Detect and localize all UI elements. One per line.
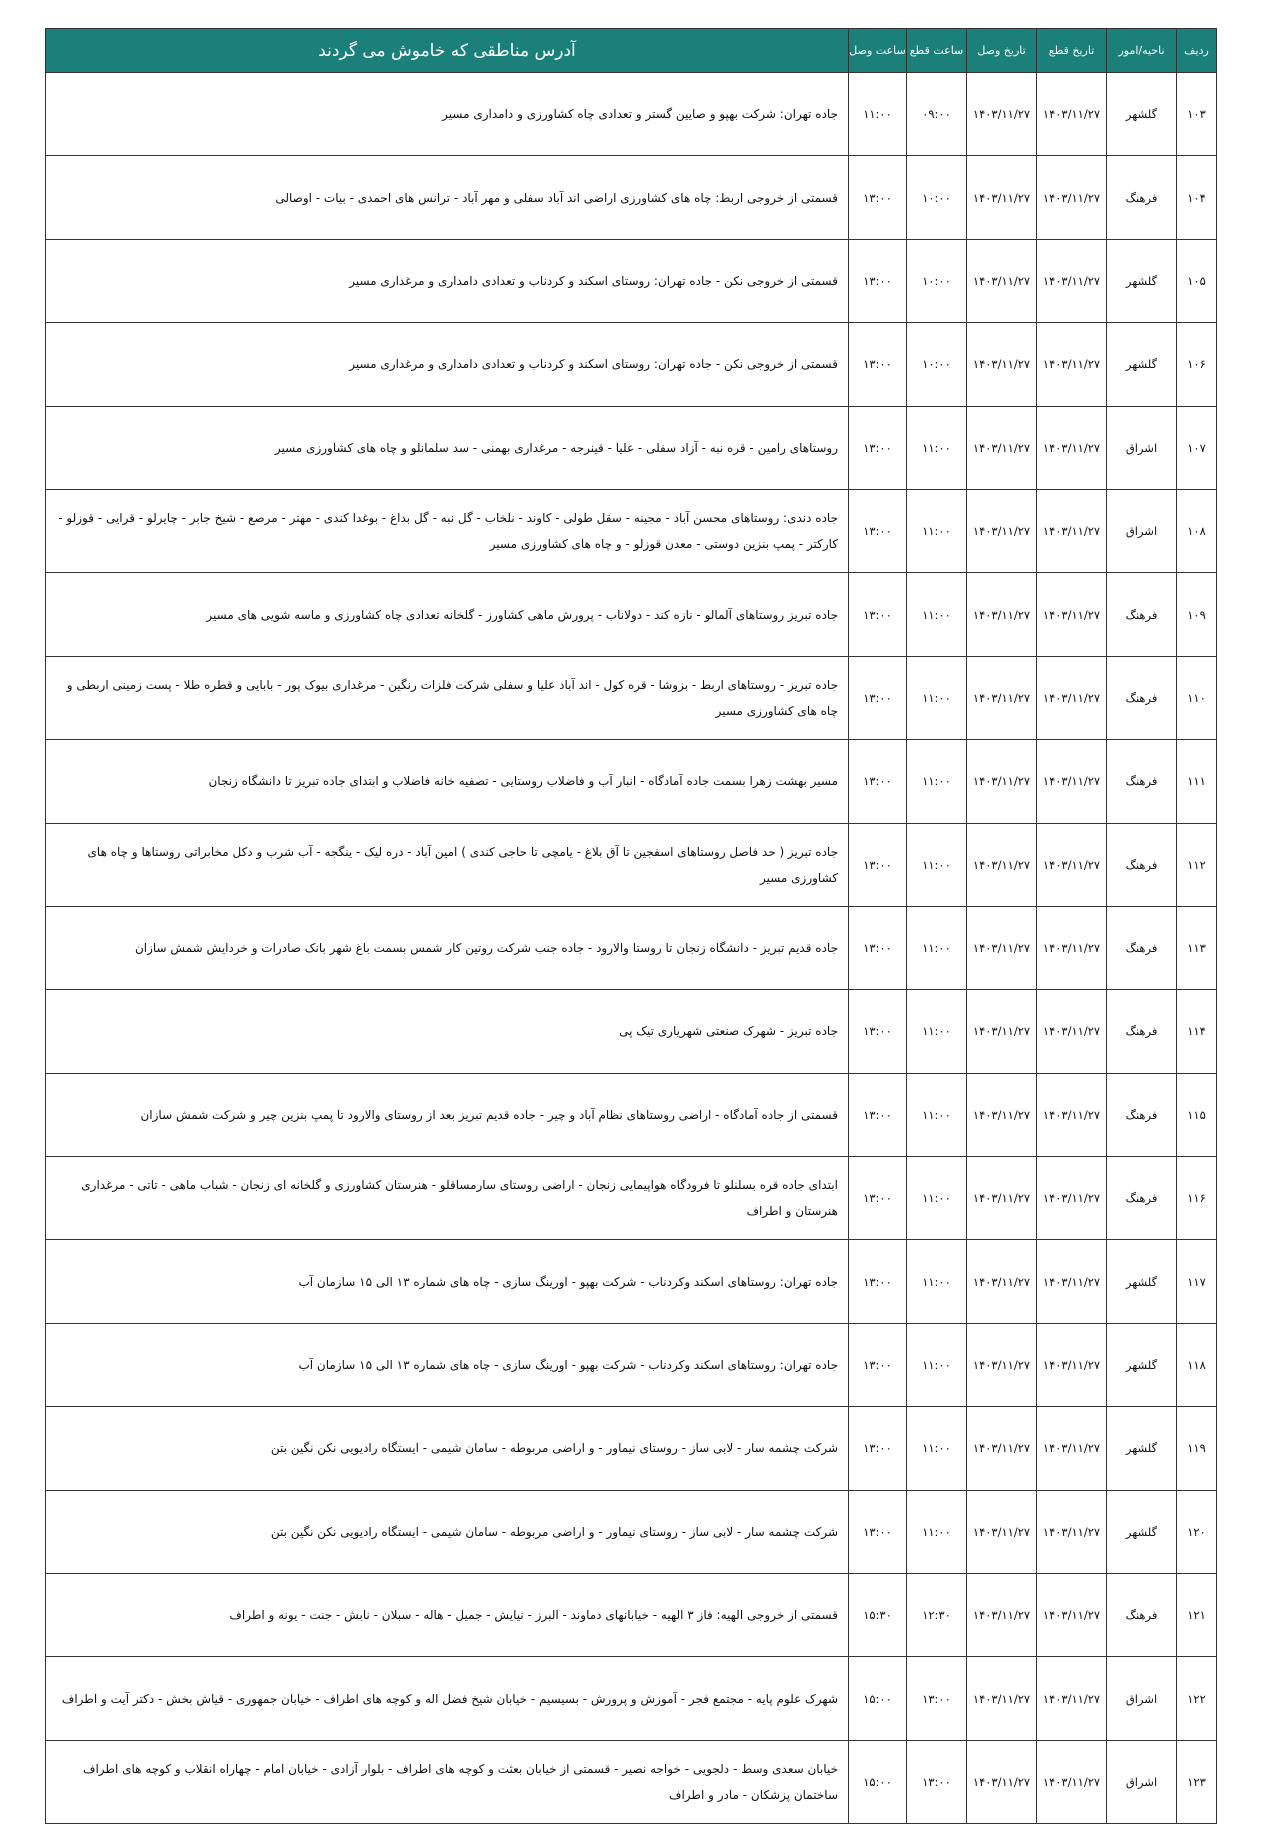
cell-row-number: ۱۲۳ [1177, 1740, 1217, 1823]
cell-connect-date: ۱۴۰۳/۱۱/۲۷ [967, 1323, 1037, 1406]
header-connect-date: تاریخ وصل [967, 29, 1037, 73]
header-area: ناحیه/امور [1107, 29, 1177, 73]
cell-row-number: ۱۰۸ [1177, 489, 1217, 572]
cell-cut-time: ۱۱:۰۰ [907, 823, 967, 906]
cell-cut-time: ۱۳:۰۰ [907, 1740, 967, 1823]
cell-address: جاده تبریز ( حد فاصل روستاهای اسفجین تا آق بلاغ - یامچی تا حاجی کندی ) امین آباد - دره لیک - ینگجه - آب شرب و دکل مخابراتی روستاها و چاه های کشاورزی مسیر [46, 823, 849, 906]
cell-area: اشراق [1107, 489, 1177, 572]
table-header [46, 29, 1217, 73]
cell-row-number: ۱۱۱ [1177, 740, 1217, 823]
cell-connect-time: ۱۳:۰۰ [849, 156, 907, 239]
header-connect-time: ساعت وصل [849, 29, 907, 73]
cell-address: جاده تهران: روستاهای اسکند وکردناب - شرکت بهپو - اورینگ سازی - چاه های شماره ۱۳ الی ۱۵ سازمان آب [46, 1323, 849, 1406]
table-row [46, 323, 1217, 406]
cell-area: گلشهر [1107, 1490, 1177, 1573]
cell-cut-date: ۱۴۰۳/۱۱/۲۷ [1037, 906, 1107, 989]
cell-cut-date: ۱۴۰۳/۱۱/۲۷ [1037, 656, 1107, 739]
cell-connect-date: ۱۴۰۳/۱۱/۲۷ [967, 489, 1037, 572]
outage-table [45, 28, 1217, 1824]
cell-connect-time: ۱۳:۰۰ [849, 489, 907, 572]
header-cut-date: تاریخ قطع [1037, 29, 1107, 73]
cell-connect-date: ۱۴۰۳/۱۱/۲۷ [967, 406, 1037, 489]
cell-row-number: ۱۰۹ [1177, 573, 1217, 656]
cell-row-number: ۱۲۰ [1177, 1490, 1217, 1573]
cell-address: جاده دندی: روستاهای محسن آباد - مجینه - سقل طولی - کاوند - نلخاب - گل نبه - گل بداغ - بوغدا کندی - مهتر - مرصع - شیخ جابر - چایرلو - قرایی - قوزلو - کارکتر - پمپ بنزین دوستی - معدن قوزلو - و چاه های کشاورزی مسیر [46, 489, 849, 572]
cell-connect-time: ۱۳:۰۰ [849, 406, 907, 489]
header-cut-time: ساعت قطع [907, 29, 967, 73]
cell-cut-date: ۱۴۰۳/۱۱/۲۷ [1037, 1407, 1107, 1490]
cell-area: گلشهر [1107, 73, 1177, 156]
cell-area: گلشهر [1107, 323, 1177, 406]
cell-cut-time: ۱۰:۰۰ [907, 239, 967, 322]
cell-connect-date: ۱۴۰۳/۱۱/۲۷ [967, 1657, 1037, 1740]
table-row [46, 1240, 1217, 1323]
cell-connect-time: ۱۳:۰۰ [849, 823, 907, 906]
cell-connect-time: ۱۳:۰۰ [849, 323, 907, 406]
table-row [46, 1574, 1217, 1657]
cell-cut-time: ۱۱:۰۰ [907, 1407, 967, 1490]
cell-cut-time: ۱۱:۰۰ [907, 656, 967, 739]
cell-connect-time: ۱۳:۰۰ [849, 1323, 907, 1406]
cell-connect-time: ۱۳:۰۰ [849, 906, 907, 989]
table-row [46, 156, 1217, 239]
cell-cut-time: ۱۱:۰۰ [907, 740, 967, 823]
cell-address: قسمتی از خروجی نکن - جاده تهران: روستای اسکند و کردناب و تعدادی دامداری و مرغداری مسیر [46, 239, 849, 322]
cell-cut-date: ۱۴۰۳/۱۱/۲۷ [1037, 156, 1107, 239]
cell-connect-time: ۱۳:۰۰ [849, 740, 907, 823]
cell-connect-time: ۱۵:۰۰ [849, 1657, 907, 1740]
cell-address: جاده تبریز روستاهای آلمالو - نازه کند - دولاناب - پرورش ماهی کشاورز - گلخانه تعدادی چاه کشاورزی و ماسه شویی های مسیر [46, 573, 849, 656]
cell-area: فرهنگ [1107, 906, 1177, 989]
cell-connect-date: ۱۴۰۳/۱۱/۲۷ [967, 1490, 1037, 1573]
cell-address: جاده تهران: شرکت بهپو و صایین گستر و تعدادی چاه کشاورزی و دامداری مسیر [46, 73, 849, 156]
cell-cut-date: ۱۴۰۳/۱۱/۲۷ [1037, 1157, 1107, 1240]
cell-row-number: ۱۱۴ [1177, 990, 1217, 1073]
table-row [46, 1740, 1217, 1823]
cell-cut-time: ۱۱:۰۰ [907, 1240, 967, 1323]
cell-row-number: ۱۲۱ [1177, 1574, 1217, 1657]
cell-cut-date: ۱۴۰۳/۱۱/۲۷ [1037, 1323, 1107, 1406]
cell-row-number: ۱۱۹ [1177, 1407, 1217, 1490]
cell-cut-date: ۱۴۰۳/۱۱/۲۷ [1037, 1490, 1107, 1573]
cell-cut-time: ۱۱:۰۰ [907, 906, 967, 989]
cell-connect-time: ۱۳:۰۰ [849, 990, 907, 1073]
cell-row-number: ۱۱۳ [1177, 906, 1217, 989]
table-row [46, 1323, 1217, 1406]
table-row [46, 1490, 1217, 1573]
cell-connect-time: ۱۳:۰۰ [849, 239, 907, 322]
cell-cut-date: ۱۴۰۳/۱۱/۲۷ [1037, 573, 1107, 656]
cell-cut-date: ۱۴۰۳/۱۱/۲۷ [1037, 1240, 1107, 1323]
cell-row-number: ۱۱۵ [1177, 1073, 1217, 1156]
cell-row-number: ۱۱۶ [1177, 1157, 1217, 1240]
cell-address: جاده تهران: روستاهای اسکند وکردناب - شرکت بهپو - اورینگ سازی - چاه های شماره ۱۳ الی ۱۵ سازمان آب [46, 1240, 849, 1323]
cell-connect-date: ۱۴۰۳/۱۱/۲۷ [967, 740, 1037, 823]
cell-connect-date: ۱۴۰۳/۱۱/۲۷ [967, 239, 1037, 322]
cell-row-number: ۱۲۲ [1177, 1657, 1217, 1740]
cell-cut-date: ۱۴۰۳/۱۱/۲۷ [1037, 1073, 1107, 1156]
cell-area: فرهنگ [1107, 156, 1177, 239]
cell-connect-time: ۱۳:۰۰ [849, 1240, 907, 1323]
cell-connect-time: ۱۱:۰۰ [849, 73, 907, 156]
cell-cut-date: ۱۴۰۳/۱۱/۲۷ [1037, 1657, 1107, 1740]
table-row [46, 73, 1217, 156]
cell-cut-date: ۱۴۰۳/۱۱/۲۷ [1037, 323, 1107, 406]
cell-cut-time: ۱۱:۰۰ [907, 1073, 967, 1156]
cell-cut-time: ۱۱:۰۰ [907, 1323, 967, 1406]
cell-connect-time: ۱۵:۳۰ [849, 1574, 907, 1657]
cell-row-number: ۱۰۳ [1177, 73, 1217, 156]
cell-connect-date: ۱۴۰۳/۱۱/۲۷ [967, 1574, 1037, 1657]
outage-schedule-sheet [45, 28, 1217, 1824]
cell-cut-date: ۱۴۰۳/۱۱/۲۷ [1037, 489, 1107, 572]
table-row [46, 406, 1217, 489]
cell-address: شرکت چشمه سار - لابی ساز - روستای نیماور - و اراضی مربوطه - سامان شیمی - ایستگاه رادیویی نکن نگین بتن [46, 1407, 849, 1490]
cell-address: شرکت چشمه سار - لابی ساز - روستای نیماور - و اراضی مربوطه - سامان شیمی - ایستگاه رادیویی نکن نگین بتن [46, 1490, 849, 1573]
table-row [46, 1073, 1217, 1156]
cell-area: فرهنگ [1107, 573, 1177, 656]
cell-cut-date: ۱۴۰۳/۱۱/۲۷ [1037, 1574, 1107, 1657]
cell-row-number: ۱۰۴ [1177, 156, 1217, 239]
cell-cut-time: ۱۲:۳۰ [907, 1574, 967, 1657]
cell-area: گلشهر [1107, 1323, 1177, 1406]
table-row [46, 740, 1217, 823]
cell-address: قسمتی از خروجی الهیه: فاز ۳ الهیه - خیابانهای دماوند - البرز - نیایش - جمیل - هاله - سبلان - نابش - جنت - یونه و اطراف [46, 1574, 849, 1657]
cell-connect-date: ۱۴۰۳/۱۱/۲۷ [967, 656, 1037, 739]
cell-connect-date: ۱۴۰۳/۱۱/۲۷ [967, 1073, 1037, 1156]
cell-connect-time: ۱۳:۰۰ [849, 1490, 907, 1573]
cell-cut-time: ۱۰:۰۰ [907, 156, 967, 239]
cell-row-number: ۱۰۵ [1177, 239, 1217, 322]
cell-row-number: ۱۰۶ [1177, 323, 1217, 406]
cell-connect-date: ۱۴۰۳/۱۱/۲۷ [967, 1157, 1037, 1240]
cell-connect-time: ۱۳:۰۰ [849, 573, 907, 656]
cell-area: اشراق [1107, 1740, 1177, 1823]
cell-area: فرهنگ [1107, 823, 1177, 906]
cell-connect-time: ۱۳:۰۰ [849, 1157, 907, 1240]
cell-address: قسمتی از جاده آمادگاه - اراضی روستاهای نظام آباد و چیر - جاده قدیم تبریز بعد از روستای والارود تا پمپ بنزین چیر و شرکت شمش سازان [46, 1073, 849, 1156]
cell-address: جاده قدیم تبریز - دانشگاه زنجان تا روستا والارود - جاده جنب شرکت روتین کار شمس بسمت باغ شهر بانک صادرات و خردایش شمش سازان [46, 906, 849, 989]
cell-cut-time: ۱۳:۰۰ [907, 1657, 967, 1740]
table-row [46, 656, 1217, 739]
cell-address: قسمتی از خروجی اربط: چاه های کشاورزی اراضی اند آباد سفلی و مهر آباد - ترانس های احمدی - بیات - اوصالی [46, 156, 849, 239]
cell-cut-date: ۱۴۰۳/۱۱/۲۷ [1037, 406, 1107, 489]
cell-row-number: ۱۰۷ [1177, 406, 1217, 489]
cell-address: روستاهای رامین - قره نبه - آزاد سفلی - علیا - قینرجه - مرغداری بهمنی - سد سلمانلو و چاه های کشاورزی مسیر [46, 406, 849, 489]
cell-cut-date: ۱۴۰۳/۱۱/۲۷ [1037, 1740, 1107, 1823]
table-row [46, 239, 1217, 322]
cell-area: فرهنگ [1107, 1073, 1177, 1156]
cell-area: فرهنگ [1107, 740, 1177, 823]
table-row [46, 1407, 1217, 1490]
cell-cut-time: ۱۱:۰۰ [907, 1157, 967, 1240]
cell-address: ابتدای جاده قره بسلنلو تا فرودگاه هواپیمایی زنجان - اراضی روستای سارمساقلو - هنرستان کشاورزی و گلخانه ای زنجان - شباب ماهی - تاتی - مرغداری هنرستان و اطراف [46, 1157, 849, 1240]
cell-connect-date: ۱۴۰۳/۱۱/۲۷ [967, 1407, 1037, 1490]
cell-area: فرهنگ [1107, 1574, 1177, 1657]
cell-cut-time: ۱۱:۰۰ [907, 489, 967, 572]
cell-address: جاده تبریز - روستاهای اربط - بزوشا - قره کول - اند آباد علیا و سفلی شرکت فلزات رنگین - مرغداری بیوک پور - بابایی و قطره طلا - پست زمینی اربطی و چاه های کشاورزی مسیر [46, 656, 849, 739]
cell-address: جاده تبریز - شهرک صنعتی شهریاری تیک پی [46, 990, 849, 1073]
cell-cut-date: ۱۴۰۳/۱۱/۲۷ [1037, 823, 1107, 906]
cell-connect-date: ۱۴۰۳/۱۱/۲۷ [967, 906, 1037, 989]
cell-area: گلشهر [1107, 1240, 1177, 1323]
cell-row-number: ۱۱۸ [1177, 1323, 1217, 1406]
cell-address: شهرک علوم پایه - مجتمع فجر - آموزش و پرورش - بسیسیم - خیابان شیخ فضل اله و کوچه های اطراف - خیابان جمهوری - قیاش بخش - دکتر آیت و اطراف [46, 1657, 849, 1740]
cell-area: گلشهر [1107, 1407, 1177, 1490]
cell-cut-time: ۱۱:۰۰ [907, 990, 967, 1073]
table-row [46, 489, 1217, 572]
cell-connect-time: ۱۳:۰۰ [849, 1073, 907, 1156]
cell-connect-date: ۱۴۰۳/۱۱/۲۷ [967, 823, 1037, 906]
table-body [46, 73, 1217, 1824]
table-row [46, 823, 1217, 906]
cell-connect-time: ۱۵:۰۰ [849, 1740, 907, 1823]
cell-area: فرهنگ [1107, 656, 1177, 739]
cell-connect-date: ۱۴۰۳/۱۱/۲۷ [967, 73, 1037, 156]
cell-address: قسمتی از خروجی نکن - جاده تهران: روستای اسکند و کردناب و تعدادی دامداری و مرغداری مسیر [46, 323, 849, 406]
header-address: آدرس مناطقی که خاموش می گردند [46, 29, 849, 73]
cell-row-number: ۱۱۲ [1177, 823, 1217, 906]
cell-connect-date: ۱۴۰۳/۱۱/۲۷ [967, 323, 1037, 406]
cell-cut-time: ۱۱:۰۰ [907, 406, 967, 489]
table-row [46, 1657, 1217, 1740]
cell-cut-date: ۱۴۰۳/۱۱/۲۷ [1037, 990, 1107, 1073]
table-row [46, 906, 1217, 989]
cell-cut-date: ۱۴۰۳/۱۱/۲۷ [1037, 740, 1107, 823]
cell-cut-date: ۱۴۰۳/۱۱/۲۷ [1037, 73, 1107, 156]
cell-area: فرهنگ [1107, 1157, 1177, 1240]
cell-connect-date: ۱۴۰۳/۱۱/۲۷ [967, 990, 1037, 1073]
cell-address: خیابان سعدی وسط - دلجویی - خواجه نصیر - قسمتی از خیابان بعثت و کوچه های اطراف - بلوار آزادی - خیابان امام - چهاراه انقلاب و کوچه های اطراف ساختمان پزشکان - مادر و اطراف [46, 1740, 849, 1823]
cell-cut-time: ۱۱:۰۰ [907, 1490, 967, 1573]
cell-connect-date: ۱۴۰۳/۱۱/۲۷ [967, 573, 1037, 656]
cell-connect-date: ۱۴۰۳/۱۱/۲۷ [967, 1240, 1037, 1323]
cell-area: فرهنگ [1107, 990, 1177, 1073]
header-row-number: ردیف [1177, 29, 1217, 73]
cell-cut-time: ۱۰:۰۰ [907, 323, 967, 406]
table-row [46, 990, 1217, 1073]
cell-cut-date: ۱۴۰۳/۱۱/۲۷ [1037, 239, 1107, 322]
cell-cut-time: ۱۱:۰۰ [907, 573, 967, 656]
cell-connect-date: ۱۴۰۳/۱۱/۲۷ [967, 156, 1037, 239]
cell-area: اشراق [1107, 1657, 1177, 1740]
table-row [46, 1157, 1217, 1240]
cell-connect-time: ۱۳:۰۰ [849, 1407, 907, 1490]
cell-cut-time: ۰۹:۰۰ [907, 73, 967, 156]
cell-row-number: ۱۱۰ [1177, 656, 1217, 739]
cell-area: گلشهر [1107, 239, 1177, 322]
table-row [46, 573, 1217, 656]
cell-connect-time: ۱۳:۰۰ [849, 656, 907, 739]
cell-address: مسیر بهشت زهرا بسمت جاده آمادگاه - انبار آب و فاضلاب روستایی - تصفیه خانه فاضلاب و ابتدای جاده تبریز تا دانشگاه زنجان [46, 740, 849, 823]
cell-connect-date: ۱۴۰۳/۱۱/۲۷ [967, 1740, 1037, 1823]
cell-area: اشراق [1107, 406, 1177, 489]
cell-row-number: ۱۱۷ [1177, 1240, 1217, 1323]
